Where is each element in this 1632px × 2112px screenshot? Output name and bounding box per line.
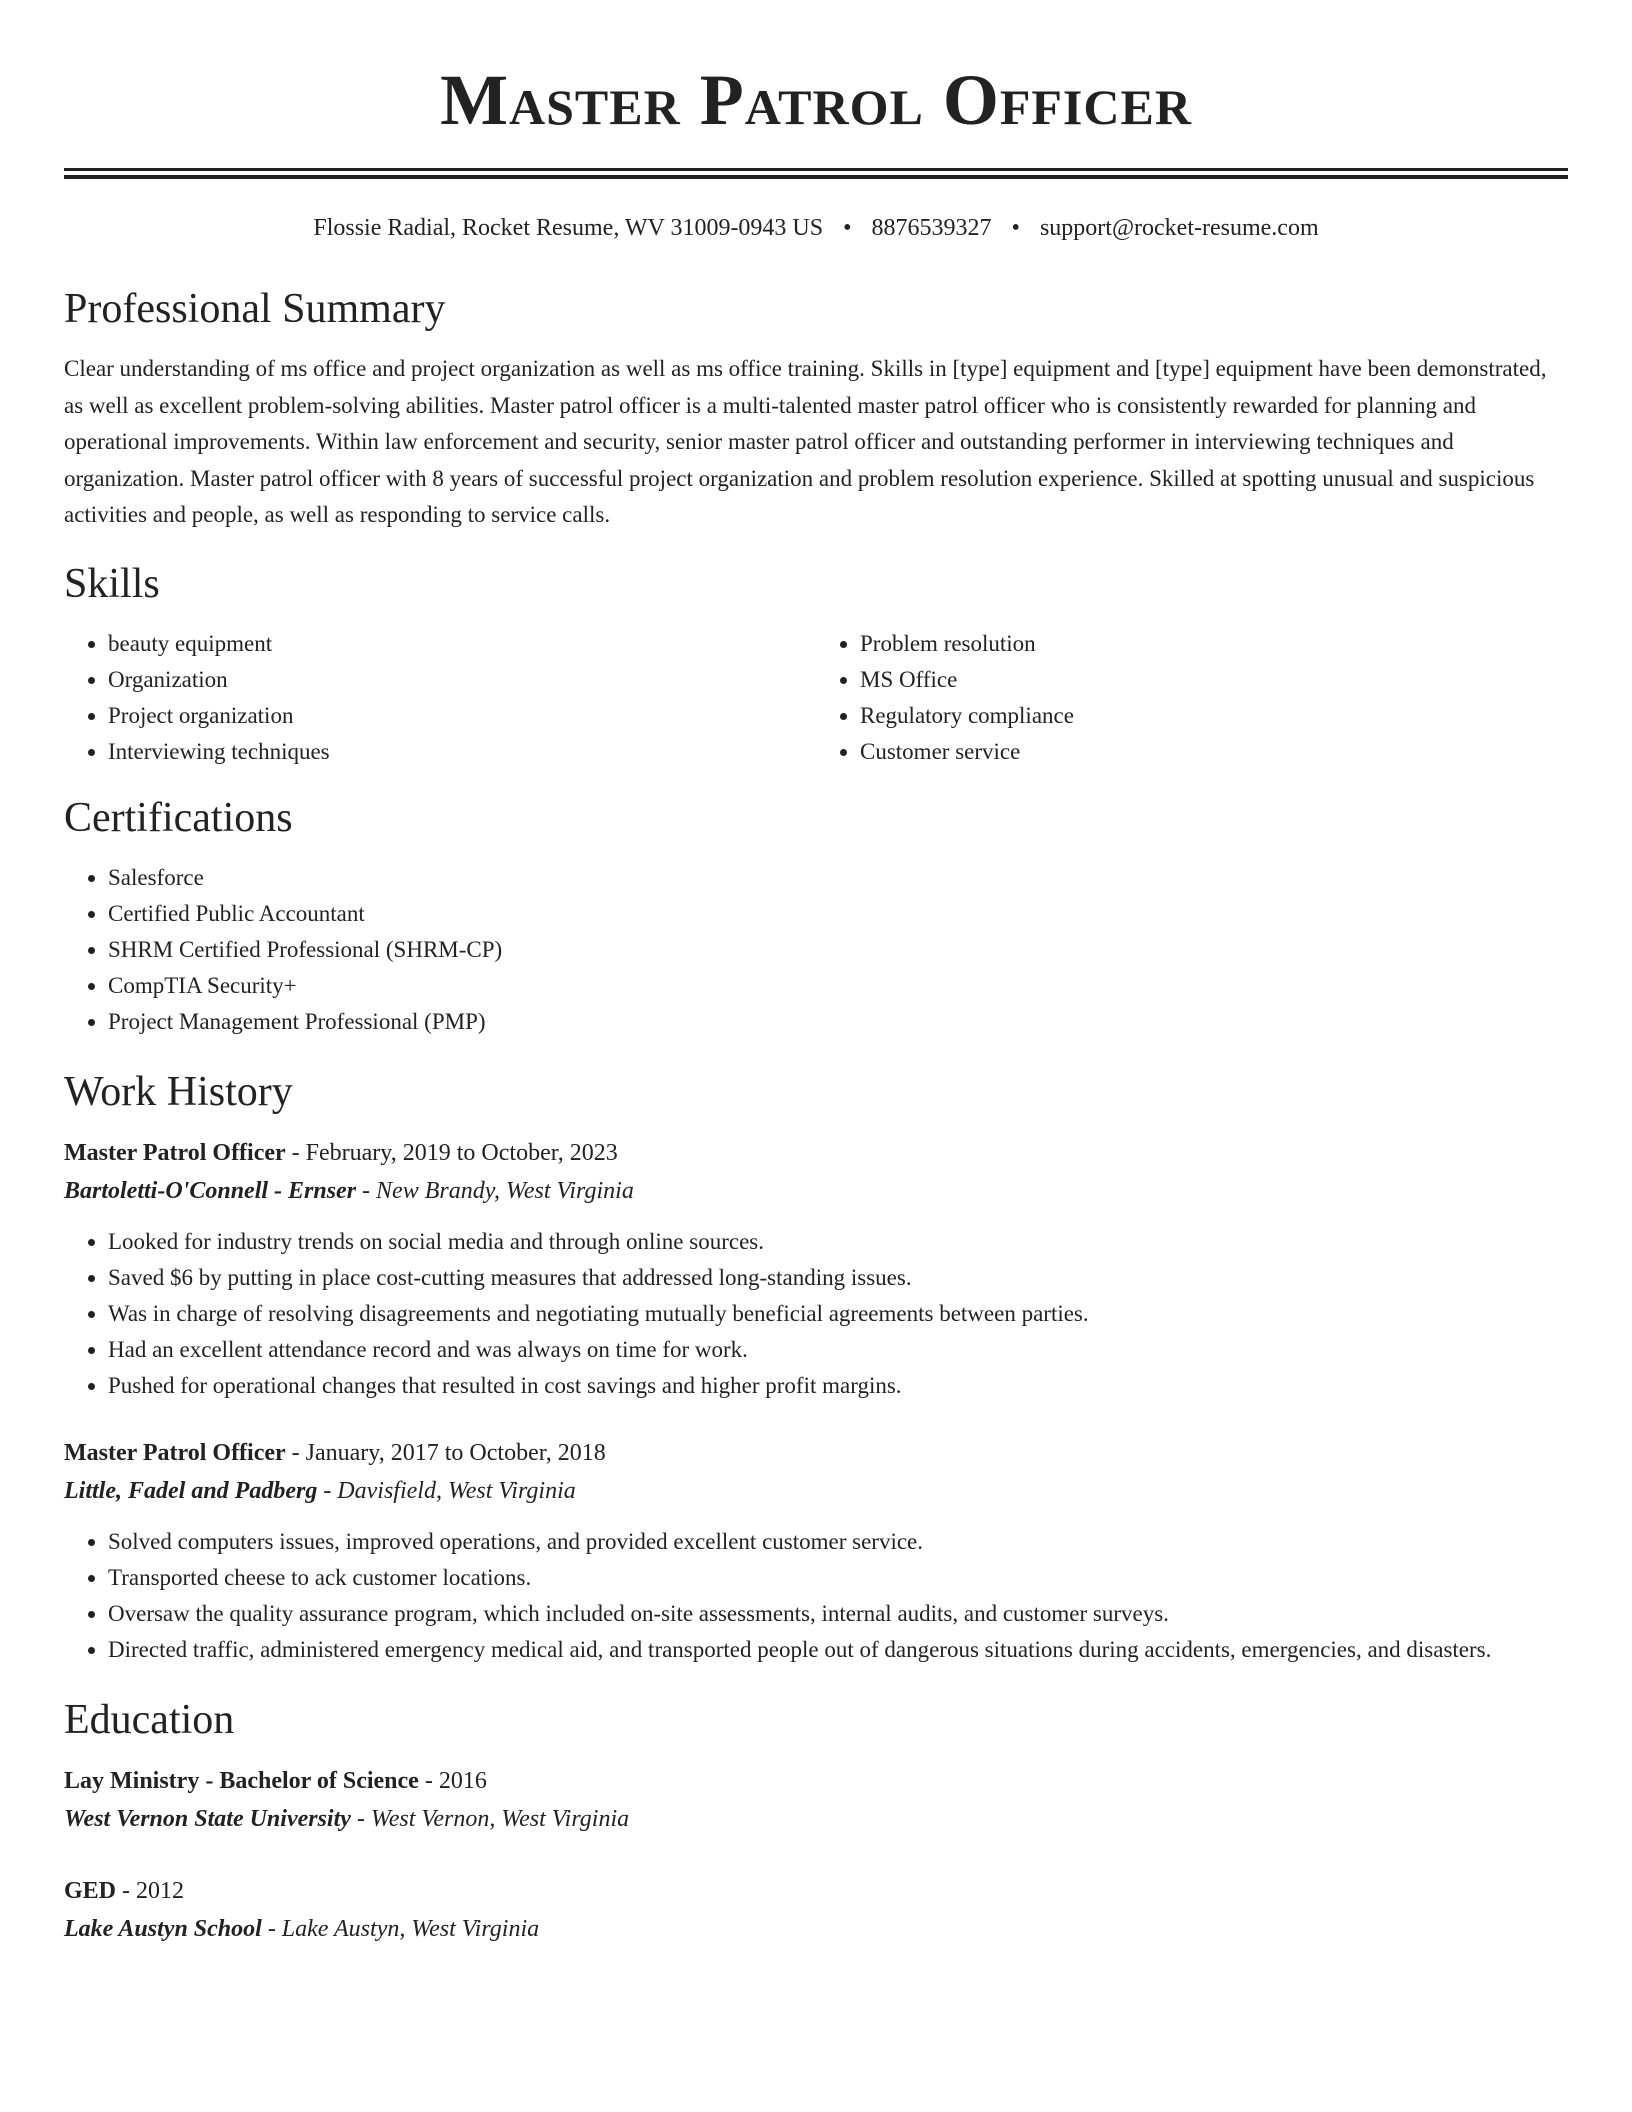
- job-title-line: [64, 1134, 1568, 1172]
- contact-separator: •: [843, 215, 852, 241]
- education-school-line: [64, 1800, 1568, 1838]
- job-bullet: • Pushed for operational changes that resulted in cost savings and higher profit margins.: [108, 1368, 1568, 1404]
- contact-address: Flossie Radial, Rocket Resume, WV 31009-0943 US: [313, 215, 824, 241]
- job-company-line: [64, 1472, 1568, 1510]
- certification-item: • CompTIA Security+: [108, 968, 1568, 1004]
- job-bullet: • Had an excellent attendance record and was always on time for work.: [108, 1332, 1568, 1368]
- job-company-line: [64, 1172, 1568, 1210]
- education-heading: Education: [64, 1696, 235, 1743]
- education-school: Lake Austyn School: [64, 1915, 262, 1942]
- contact-email: support@rocket-resume.com: [1039, 215, 1319, 241]
- job-bullet: • Was in charge of resolving disagreements and negotiating mutually beneficial agreements between parties.: [108, 1296, 1568, 1332]
- certifications-list: [64, 860, 1568, 1040]
- summary-heading: Professional Summary: [64, 286, 446, 332]
- job-bullet: • Transported cheese to ack customer locations.: [108, 1560, 1568, 1596]
- education-school: West Vernon State University: [64, 1805, 351, 1832]
- work-history-heading: Work History: [64, 1068, 293, 1115]
- education-section: [64, 1694, 1568, 1948]
- certifications-section: [64, 792, 1568, 1040]
- certification-item: • Certified Public Accountant: [108, 896, 1568, 932]
- education-year: - 2016: [418, 1767, 487, 1794]
- job-location: - New Brandy, West Virginia: [356, 1177, 634, 1204]
- skill-item: • Interviewing techniques: [108, 734, 816, 770]
- certification-item: • Project Management Professional (PMP): [108, 1004, 1568, 1040]
- education-degree: GED: [64, 1877, 117, 1904]
- contact-phone: 8876539327: [871, 215, 992, 241]
- job-bullet: • Saved $6 by putting in place cost-cutting measures that addressed long-standing issues.: [108, 1260, 1568, 1296]
- education-degree-line: [64, 1762, 1568, 1800]
- job-dates: - February, 2019 to October, 2023: [285, 1139, 618, 1166]
- job-entry: [64, 1434, 1568, 1668]
- education-entry: [64, 1872, 1568, 1948]
- job-company: Bartoletti-O'Connell - Ernser: [64, 1177, 357, 1204]
- summary-section: [64, 283, 1568, 534]
- contact-separator: •: [1011, 215, 1020, 241]
- certifications-heading: Certifications: [64, 794, 293, 841]
- job-bullets: [64, 1524, 1568, 1668]
- skills-section: [64, 558, 1568, 770]
- job-title: Master Patrol Officer: [64, 1139, 286, 1166]
- job-entry: [64, 1134, 1568, 1404]
- job-bullets: [64, 1224, 1568, 1404]
- education-year: - 2012: [116, 1877, 185, 1904]
- education-entry: [64, 1762, 1568, 1838]
- education-school-line: [64, 1910, 1568, 1948]
- education-degree-line: [64, 1872, 1568, 1910]
- certification-item: • SHRM Certified Professional (SHRM-CP): [108, 932, 1568, 968]
- contact-line: [64, 213, 1568, 243]
- education-degree: Lay Ministry - Bachelor of Science: [64, 1767, 419, 1794]
- job-title: Master Patrol Officer: [64, 1439, 286, 1466]
- job-title-line: [64, 1434, 1568, 1472]
- job-location: - Davisfield, West Virginia: [317, 1477, 576, 1504]
- education-location: - West Vernon, West Virginia: [350, 1805, 630, 1832]
- job-bullet: • Looked for industry trends on social media and through online sources.: [108, 1224, 1568, 1260]
- skills-heading: Skills: [64, 560, 160, 607]
- certification-item: • Salesforce: [108, 860, 1568, 896]
- skill-item: • Project organization: [108, 698, 816, 734]
- job-bullet: • Solved computers issues, improved operations, and provided excellent customer service.: [108, 1524, 1568, 1560]
- skill-item: • Customer service: [860, 734, 1568, 770]
- skill-item: • Organization: [108, 662, 816, 698]
- skills-list-right: [816, 626, 1568, 770]
- education-location: - Lake Austyn, West Virginia: [261, 1915, 540, 1942]
- job-dates: - January, 2017 to October, 2018: [285, 1439, 606, 1466]
- job-company: Little, Fadel and Padberg: [64, 1477, 318, 1504]
- skill-item: • Regulatory compliance: [860, 698, 1568, 734]
- job-bullet: • Oversaw the quality assurance program, which included on-site assessments, internal audits, and customer surveys.: [108, 1596, 1568, 1632]
- skill-item: • beauty equipment: [108, 626, 816, 662]
- skill-item: • MS Office: [860, 662, 1568, 698]
- header-divider: [64, 168, 1568, 179]
- candidate-name: Master Patrol Officer: [440, 60, 1192, 140]
- skills-columns: [64, 626, 1568, 770]
- skills-list-left: [64, 626, 816, 770]
- summary-text: Clear understanding of ms office and project organization as well as ms office training. Skills in [type] equipment and [type] equipment have been demonstrated, as well as excellent problem-solving abilities. Master patrol officer is a multi-talented master patrol officer who is consistently rewarded for planning and operational improvements. Within law enforcement and security, senior master patrol officer and outstanding performer in interviewing techniques and organization. Master patrol officer with 8 years of successful project organization and problem resolution experience. Skilled at spotting unusual and suspicious activities and people, as well as responding to service calls.: [64, 356, 1547, 527]
- work-history-section: [64, 1066, 1568, 1668]
- skill-item: • Problem resolution: [860, 626, 1568, 662]
- job-bullet: • Directed traffic, administered emergency medical aid, and transported people out of dangerous situations during accidents, emergencies, and disasters.: [108, 1632, 1568, 1668]
